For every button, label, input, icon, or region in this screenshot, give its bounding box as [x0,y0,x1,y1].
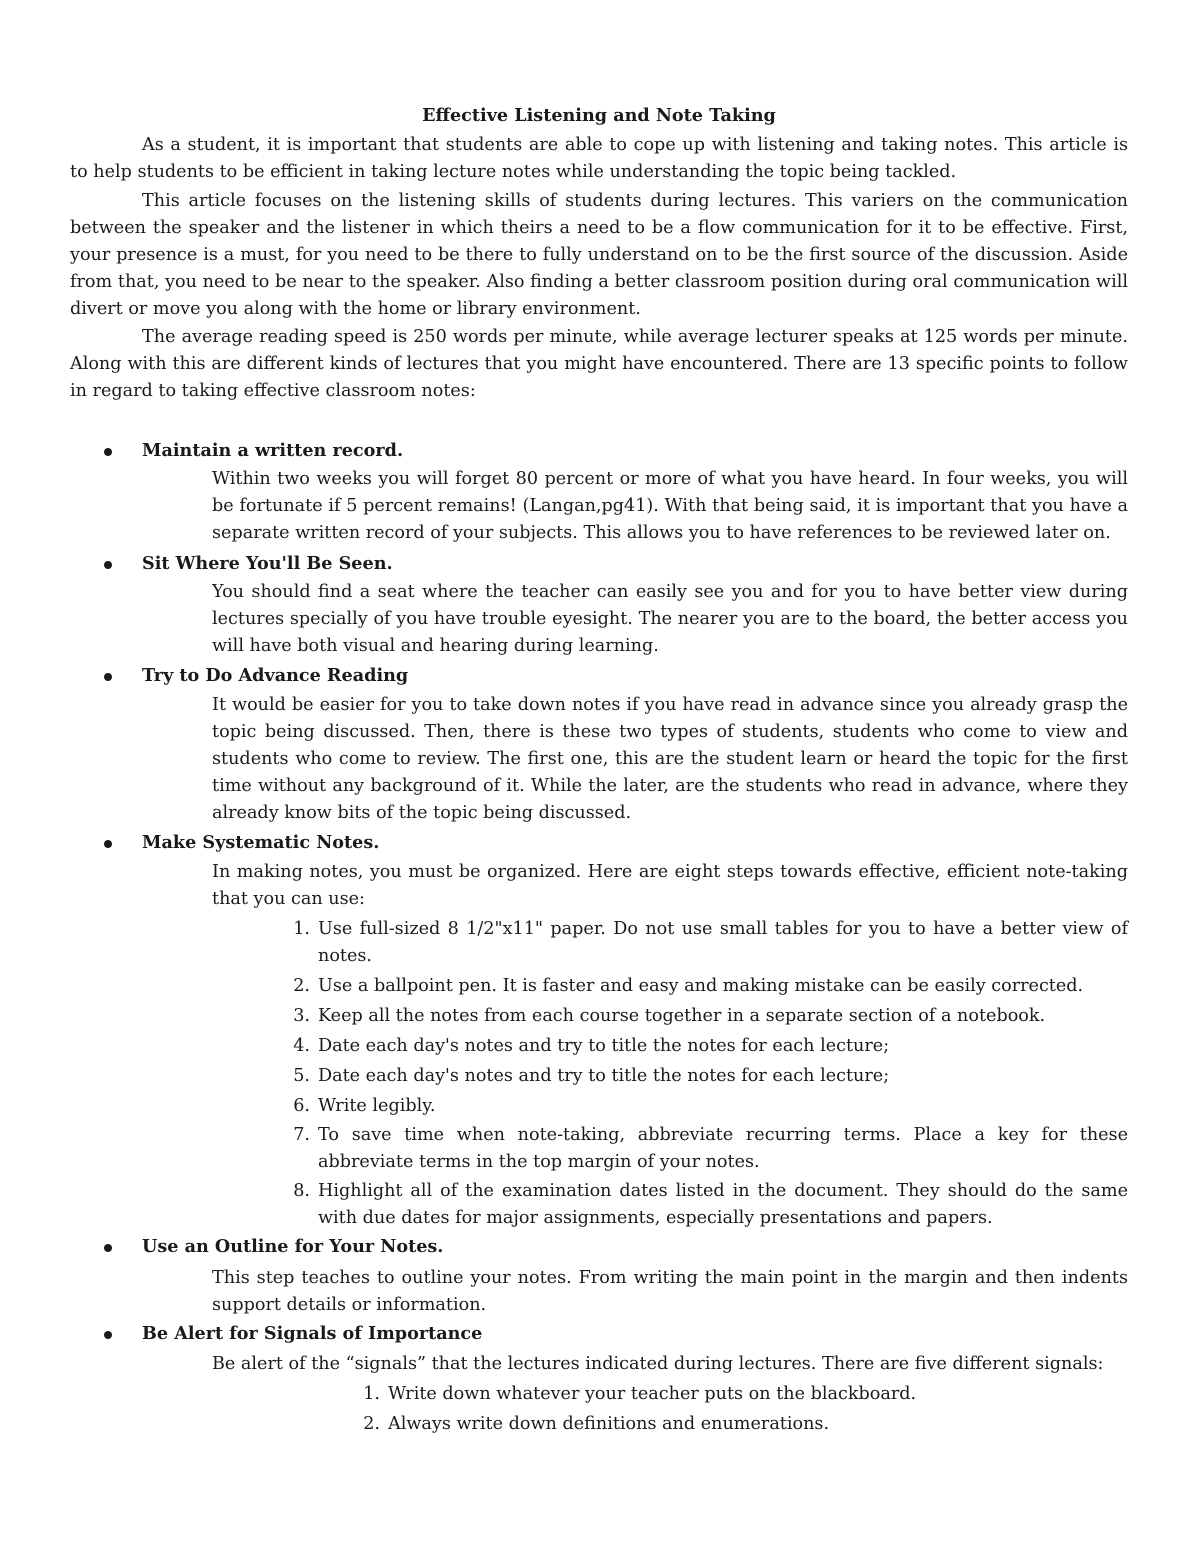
section-heading-signals: Be Alert for Signals of Importance [142,1321,482,1348]
list-item: 7. To save time when note-taking, abbreviate recurring terms. Place a key for these abbreviate terms in the top margin of your notes. [293,1125,1128,1172]
intro-paragraph-2: This article focuses on the listening skills of students during lectures. This variers on the communication between the speaker and the listener in which theirs a need to be a flow communication for it to be effective. First, your presence is a must, for you need to be there to fully understand on to be the first source of the discussion. Aside from that, you need to be near to the speaker. Also finding a better classroom position during oral communication will divert or move you along with the home or library environment. [70,191,1128,319]
section-heading-written-record: Maintain a written record. [142,438,403,465]
section-heading-systematic-notes: Make Systematic Notes. [142,830,379,857]
list-item: 3. Keep all the notes from each course together in a separate section of a notebook. [293,1006,1046,1026]
bullet-icon [104,1244,112,1252]
bullet-icon [104,673,112,681]
section-body-advance-reading: It would be easier for you to take down notes if you have read in advance since you already grasp the topic being discussed. Then, there is these two types of students, students who come to view and students who come to review. The first one, this are the student learn or heard the topic for the first time without any background of it. While the later, are the students who read in advance, where they already know bits of the topic being discussed. [212,695,1128,823]
section-body-sit-where-seen: You should find a seat where the teacher can easily see you and for you to have better view during lectures specially of you have trouble eyesight. The nearer you are to the board, the better access you will have both visual and hearing during learning. [212,582,1128,656]
bullet-icon [104,448,112,456]
section-body-outline: This step teaches to outline your notes. From writing the main point in the margin and then indents support details or information. [212,1268,1128,1315]
list-item: 5. Date each day's notes and try to title the notes for each lecture; [293,1066,890,1086]
section-heading-sit-where-seen: Sit Where You'll Be Seen. [142,551,393,578]
list-item: 4. Date each day's notes and try to title the notes for each lecture; [293,1036,890,1056]
section-heading-outline: Use an Outline for Your Notes. [142,1234,443,1261]
list-item: 8. Highlight all of the examination dates listed in the document. They should do the same with due dates for major assignments, especially presentations and papers. [293,1181,1128,1228]
list-item: 6. Write legibly. [293,1096,436,1116]
list-item: 2. Use a ballpoint pen. It is faster and easy and making mistake can be easily corrected. [293,976,1084,996]
intro-paragraph-3: The average reading speed is 250 words per minute, while average lecturer speaks at 125 words per minute. Along with this are different kinds of lectures that you might have encountered. There are 13 specific points to follow in regard to taking effective classroom notes: [70,327,1128,401]
bullet-icon [104,1331,112,1339]
intro-paragraph-1: As a student, it is important that students are able to cope up with listening and taking notes. This article is to help students to be efficient in taking lecture notes while understanding the topic being tackled. [70,135,1128,182]
section-heading-advance-reading: Try to Do Advance Reading [142,663,408,690]
bullet-icon [104,561,112,569]
document-title: Effective Listening and Note Taking [422,105,776,126]
list-item: 1. Write down whatever your teacher puts on the blackboard. [363,1384,917,1404]
section-body-signals: Be alert of the “signals” that the lectures indicated during lectures. There are five different signals: [212,1354,1104,1374]
section-body-systematic-notes: In making notes, you must be organized. Here are eight steps towards effective, efficient note-taking that you can use: [212,862,1128,909]
section-body-written-record: Within two weeks you will forget 80 percent or more of what you have heard. In four weeks, you will be fortunate if 5 percent remains! (Langan,pg41). With that being said, it is important that you have a separate written record of your subjects. This allows you to have references to be reviewed later on. [212,469,1128,543]
list-item: 2. Always write down definitions and enumerations. [363,1414,830,1434]
bullet-icon [104,840,112,848]
list-item: 1. Use full-sized 8 1/2"x11" paper. Do not use small tables for you to have a better view of notes. [293,919,1128,966]
